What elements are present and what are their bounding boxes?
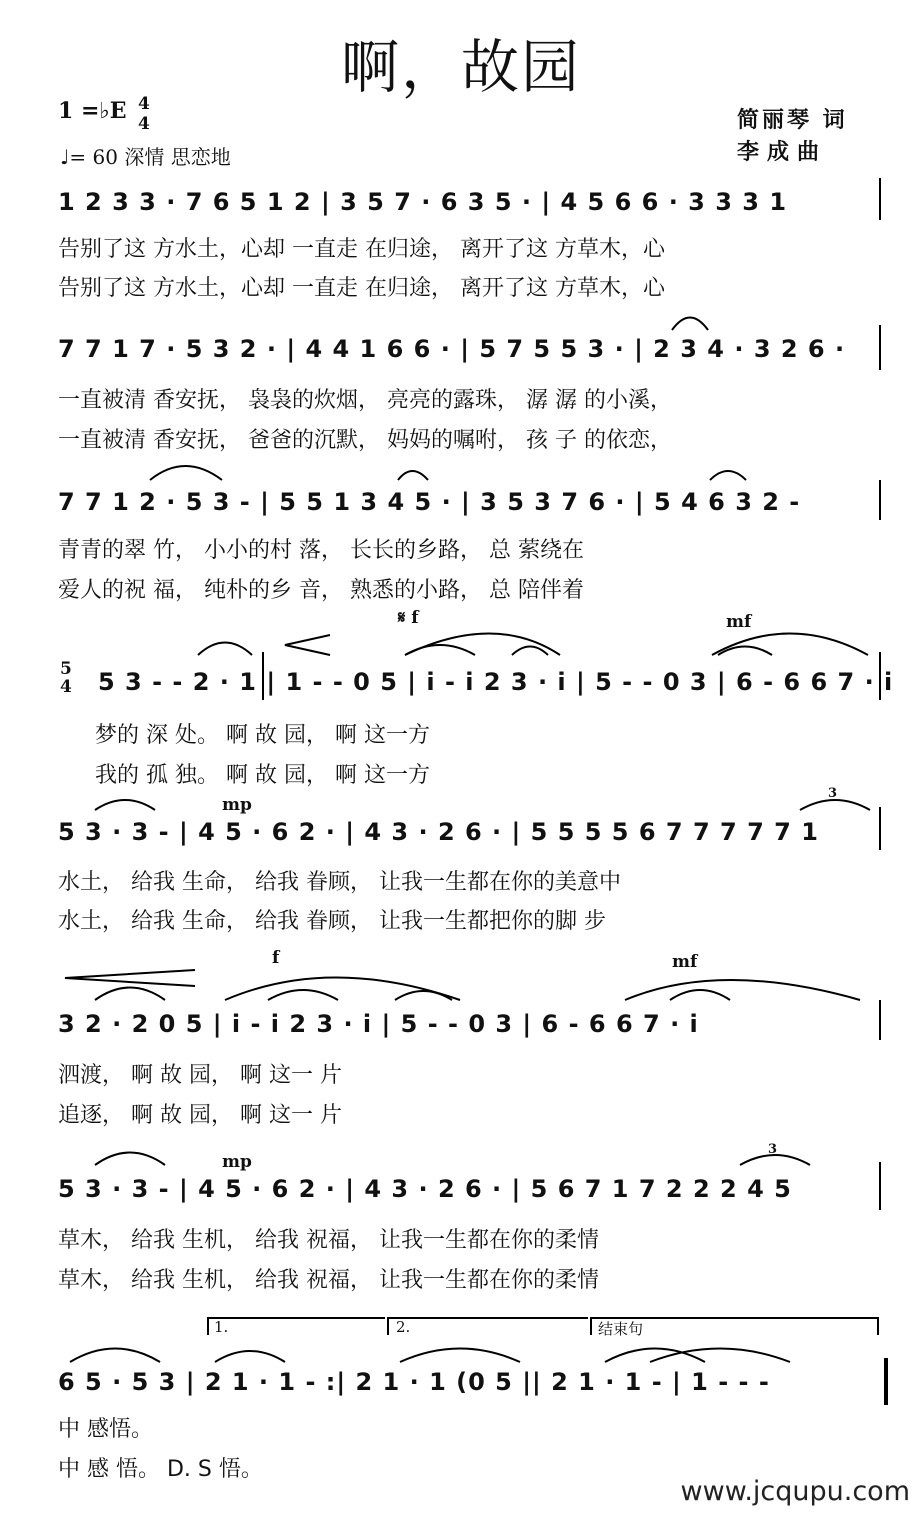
lyric-line-2-verse-2: 一直被清 香安抚， 爸爸的沉默， 妈妈的嘱咐， 孩 子 的依恋， xyxy=(58,428,672,453)
lyric-line-8-verse-1: 中 感悟。 xyxy=(58,1417,153,1442)
tempo-marking: ♩= 60 深情 思恋地 xyxy=(60,145,231,169)
lyric-line-1-verse-1: 告别了这 方水土，心却 一直走 在归途， 离开了这 方草木，心 xyxy=(58,237,665,262)
notation-line-4: 5 3 - - 2 · 1 | 1 - - 0 5 | i - i 2 3 · i | 5 - - 0 3 | 6 - 6 6 7 · i xyxy=(98,668,894,696)
triplet-marking: 3 xyxy=(828,786,838,801)
mezzo-piano-marking: mp xyxy=(222,795,252,815)
key-signature: 1 =♭E xyxy=(58,98,127,124)
lyric-line-5-verse-1: 水土， 给我 生命， 给我 眷顾， 让我一生都在你的美意中 xyxy=(58,870,621,895)
lyric-line-6-verse-1: 泗渡， 啊 故 园， 啊 这一 片 xyxy=(58,1063,342,1088)
ending-phrase-label: 结束句 xyxy=(598,1320,644,1338)
lyric-line-3-verse-2: 爱人的祝 福， 纯朴的乡 音， 熟悉的小路， 总 陪伴着 xyxy=(58,578,584,603)
mezzo-forte-marking-2: mf xyxy=(672,952,698,972)
volta-2-label: 2. xyxy=(396,1318,411,1336)
time-change-top: 5 xyxy=(60,659,72,679)
time-signature-top: 4 xyxy=(138,94,150,114)
notation-line-3: 7 7 1 2 · 5 3 - | 5 5 1 3 4 5 · | 3 5 3 7 6 · | 5 4 6 3 2 - xyxy=(58,488,801,516)
forte-marking: f xyxy=(272,948,280,968)
notation-line-8: 6 5 · 5 3 | 2 1 · 1 - :| 2 1 · 1 (0 5 || 2 1 · 1 - | 1 - - - xyxy=(58,1368,770,1396)
lyric-line-2-verse-1: 一直被清 香安抚， 袅袅的炊烟， 亮亮的露珠， 潺 潺 的小溪， xyxy=(58,388,672,413)
segno-forte-marking: 𝄋 f xyxy=(398,608,419,628)
composer-credit: 李成曲 xyxy=(737,140,828,165)
notation-line-5: 5 3 · 3 - | 4 5 · 6 2 · | 4 3 · 2 6 · | 5 5 5 5 6 7 7 7 7 7 1 xyxy=(58,818,819,846)
time-change-bottom: 4 xyxy=(60,677,72,697)
lyric-line-4-verse-1: 梦的 深 处。 啊 故 园， 啊 这一方 xyxy=(95,723,430,748)
lyric-line-7-verse-1: 草木， 给我 生机， 给我 祝福， 让我一生都在你的柔情 xyxy=(58,1228,599,1253)
triplet-marking-2: 3 xyxy=(768,1142,778,1157)
lyricist-credit: 简丽琴 词 xyxy=(737,108,848,133)
lyric-line-5-verse-2: 水土， 给我 生命， 给我 眷顾， 让我一生都把你的脚 步 xyxy=(58,909,606,934)
lyric-line-1-verse-2: 告别了这 方水土，心却 一直走 在归途， 离开了这 方草木，心 xyxy=(58,276,665,301)
lyric-line-8-verse-2: 中 感 悟。 D. S 悟。 xyxy=(58,1457,263,1482)
notation-line-7: 5 3 · 3 - | 4 5 · 6 2 · | 4 3 · 2 6 · | 5 6 7 1 7 2 2 2 4 5 xyxy=(58,1175,792,1203)
mezzo-forte-marking: mf xyxy=(726,612,752,632)
song-title: 啊，故园 xyxy=(340,33,581,101)
notation-line-2: 7 7 1 7 · 5 3 2 · | 4 4 1 6 6 · | 5 7 5 5 3 · | 2 3 4 · 3 2 6 · xyxy=(58,335,846,363)
time-signature-bottom: 4 xyxy=(138,114,150,134)
lyric-line-7-verse-2: 草木， 给我 生机， 给我 祝福， 让我一生都在你的柔情 xyxy=(58,1268,599,1293)
volta-1-label: 1. xyxy=(214,1318,229,1336)
notation-line-6: 3 2 · 2 0 5 | i - i 2 3 · i | 5 - - 0 3 | 6 - 6 6 7 · i xyxy=(58,1010,699,1038)
website-watermark: www.jcqupu.com xyxy=(680,1476,910,1507)
lyric-line-6-verse-2: 追逐， 啊 故 园， 啊 这一 片 xyxy=(58,1103,342,1128)
mezzo-piano-marking-2: mp xyxy=(222,1152,252,1172)
notation-line-1: 1 2 3 3 · 7 6 5 1 2 | 3 5 7 · 6 3 5 · | 4 5 6 6 · 3 3 3 1 xyxy=(58,188,788,216)
lyric-line-3-verse-1: 青青的翠 竹， 小小的村 落， 长长的乡路， 总 萦绕在 xyxy=(58,538,584,563)
time-change-5-4 xyxy=(60,660,72,696)
lyric-line-4-verse-2: 我的 孤 独。 啊 故 园， 啊 这一方 xyxy=(95,763,430,788)
